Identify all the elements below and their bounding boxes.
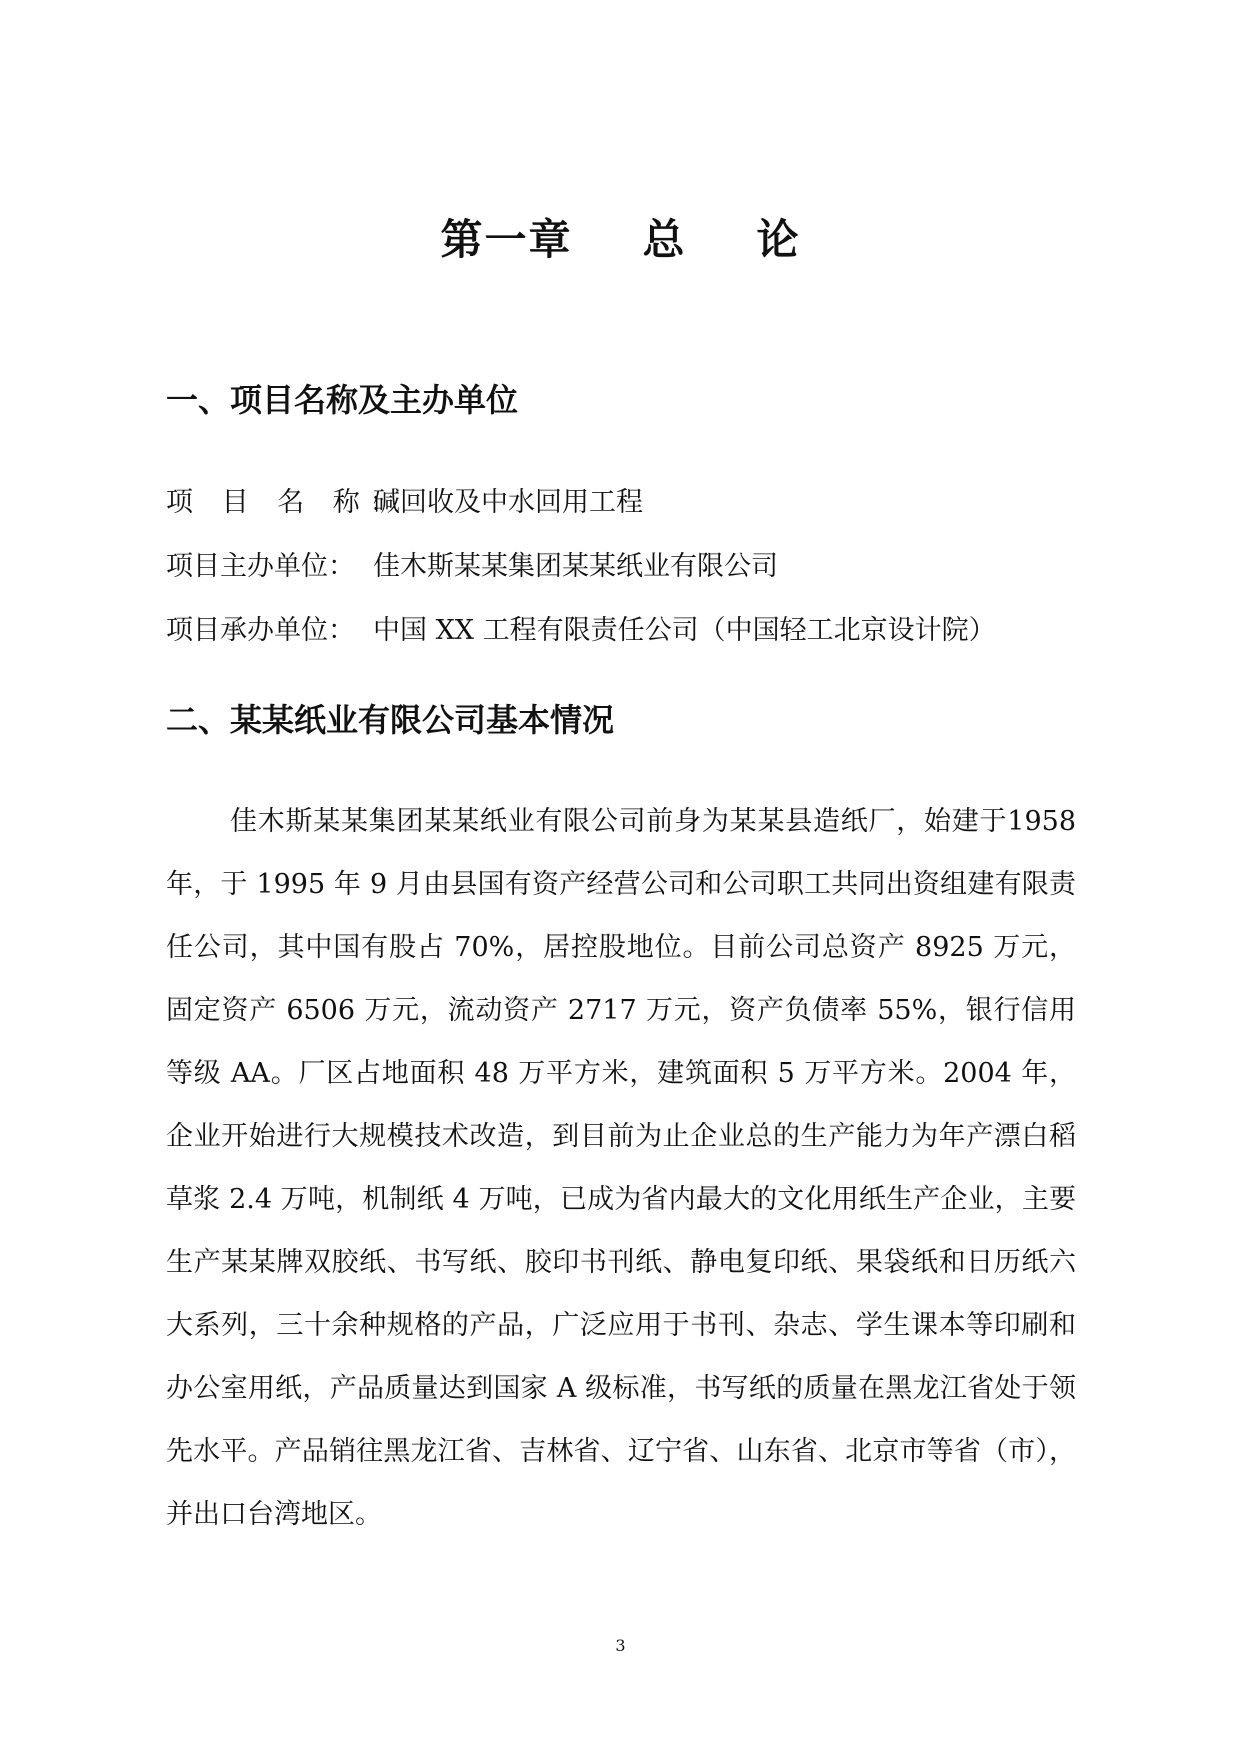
info-value: 碱回收及中水回用工程 xyxy=(373,487,643,518)
section-heading-company-overview: 二、某某纸业有限公司基本情况 xyxy=(166,701,615,739)
info-line-sponsor xyxy=(166,547,778,587)
info-value: 佳木斯某某集团某某纸业有限公司 xyxy=(373,551,778,582)
chapter-number: 第一章 xyxy=(440,215,573,264)
chapter-title xyxy=(0,212,1241,268)
info-value: 中国 XX 工程有限责任公司（中国轻工北京设计院） xyxy=(373,615,996,646)
info-line-contractor xyxy=(166,611,996,651)
section-heading-project-name: 一、项目名称及主办单位 xyxy=(166,381,519,419)
chapter-title-part-2: 论 xyxy=(756,215,801,264)
info-label: 项目承办单位： xyxy=(166,615,355,646)
chapter-title-part-1: 总 xyxy=(642,215,687,264)
info-label: 项目主办单位： xyxy=(166,551,355,582)
info-label: 项 目 名 称： xyxy=(166,487,407,518)
info-line-project-name xyxy=(166,483,643,523)
company-overview-paragraph: 佳木斯某某集团某某纸业有限公司前身为某某县造纸厂，始建于1958 年，于 1995 年 9 月由县国有资产经营公司和公司职工共同出资组建有限责任公司，其中国有股占 70%，居控股地位。目前公司总资产 8925 万元，固定资产 6506 万元，流动资产 2717 万元，资产负债率 55%，银行信用等级 AA。厂区占地面积 48 万平方米，建筑面积 5 万平方米。2004 年，企业开始进行大规模技术改造，到目前为止企业总的生产能力为年产漂白稻草浆 2.4 万吨，机制纸 4 万吨，已成为省内最大的文化用纸生产企业，主要生产某某牌双胶纸、书写纸、胶印书刊纸、静电复印纸、果袋纸和日历纸六大系列，三十余种规格的产品，广泛应用于书刊、杂志、学生课本等印刷和办公室用纸，产品质量达到国家 A 级标准，书写纸的质量在黑龙江省处于领先水平。产品销往黑龙江省、吉林省、辽宁省、山东省、北京市等省（市），并出口台湾地区。 xyxy=(166,806,1076,1530)
page-number: 3 xyxy=(615,1636,626,1655)
